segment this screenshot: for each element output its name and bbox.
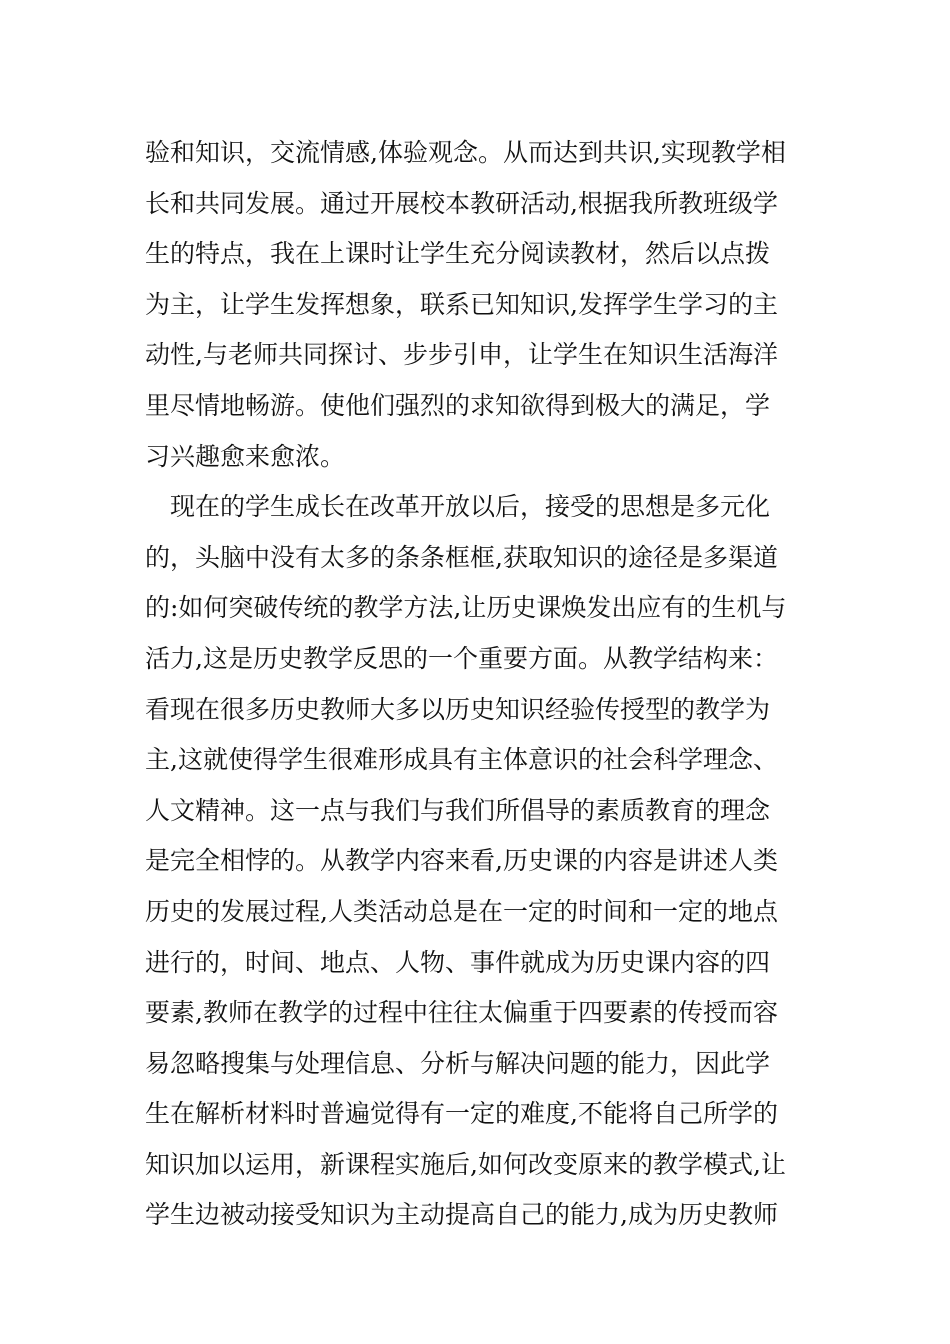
text-line: 易忽略搜集与处理信息、分析与解决问题的能力，因此学: [145, 1048, 771, 1078]
text-line: 学生边被动接受知识为主动提高自己的能力,成为历史教师: [145, 1200, 778, 1230]
text-line: 动性,与老师共同探讨、步步引申，让学生在知识生活海洋: [145, 340, 778, 370]
text-line: 人文精神。这一点与我们与我们所倡导的素质教育的理念: [145, 795, 771, 825]
text-line: 验和知识，交流情感,体验观念。从而达到共识,实现教学相: [145, 138, 786, 167]
text-line: 长和共同发展。通过开展校本教研活动,根据我所教班级学: [145, 188, 778, 218]
text-line: 里尽情地畅游。使他们强烈的求知欲得到极大的满足，学: [145, 390, 771, 420]
text-line: 看现在很多历史教师大多以历史知识经验传授型的教学为: [145, 694, 771, 724]
text-line: 进行的，时间、地点、人物、事件就成为历史课内容的四: [145, 947, 771, 977]
text-line: 为主，让学生发挥想象，联系已知知识,发挥学生学习的主: [145, 289, 778, 319]
text-line: 历史的发展过程,人类活动总是在一定的时间和一定的地点: [145, 896, 778, 926]
text-line: 主,这就使得学生很难形成具有主体意识的社会科学理念、: [145, 745, 778, 775]
text-line: 生的特点，我在上课时让学生充分阅读教材，然后以点拨: [145, 239, 771, 269]
text-line: 是完全相悖的。从教学内容来看,历史课的内容是讲述人类: [145, 846, 778, 876]
text-line: 知识加以运用，新课程实施后,如何改变原来的教学模式,让: [145, 1149, 786, 1179]
text-line: 习兴趣愈来愈浓。: [145, 441, 346, 471]
text-line: 的:如何突破传统的教学方法,让历史课焕发出应有的生机与: [145, 593, 787, 623]
text-line: 要素,教师在教学的过程中往往太偏重于四要素的传授而容: [145, 998, 778, 1028]
text-line: 的，头脑中没有太多的条条框框,获取知识的途径是多渠道: [145, 542, 778, 572]
text-line: 活力,这是历史教学反思的一个重要方面。从教学结构来：: [145, 643, 778, 673]
text-line: 生在解析材料时普遍觉得有一定的难度,不能将自己所学的: [145, 1099, 778, 1129]
body-text: [145, 128, 805, 1241]
text-line: 现在的学生成长在改革开放以后，接受的思想是多元化: [145, 492, 771, 522]
